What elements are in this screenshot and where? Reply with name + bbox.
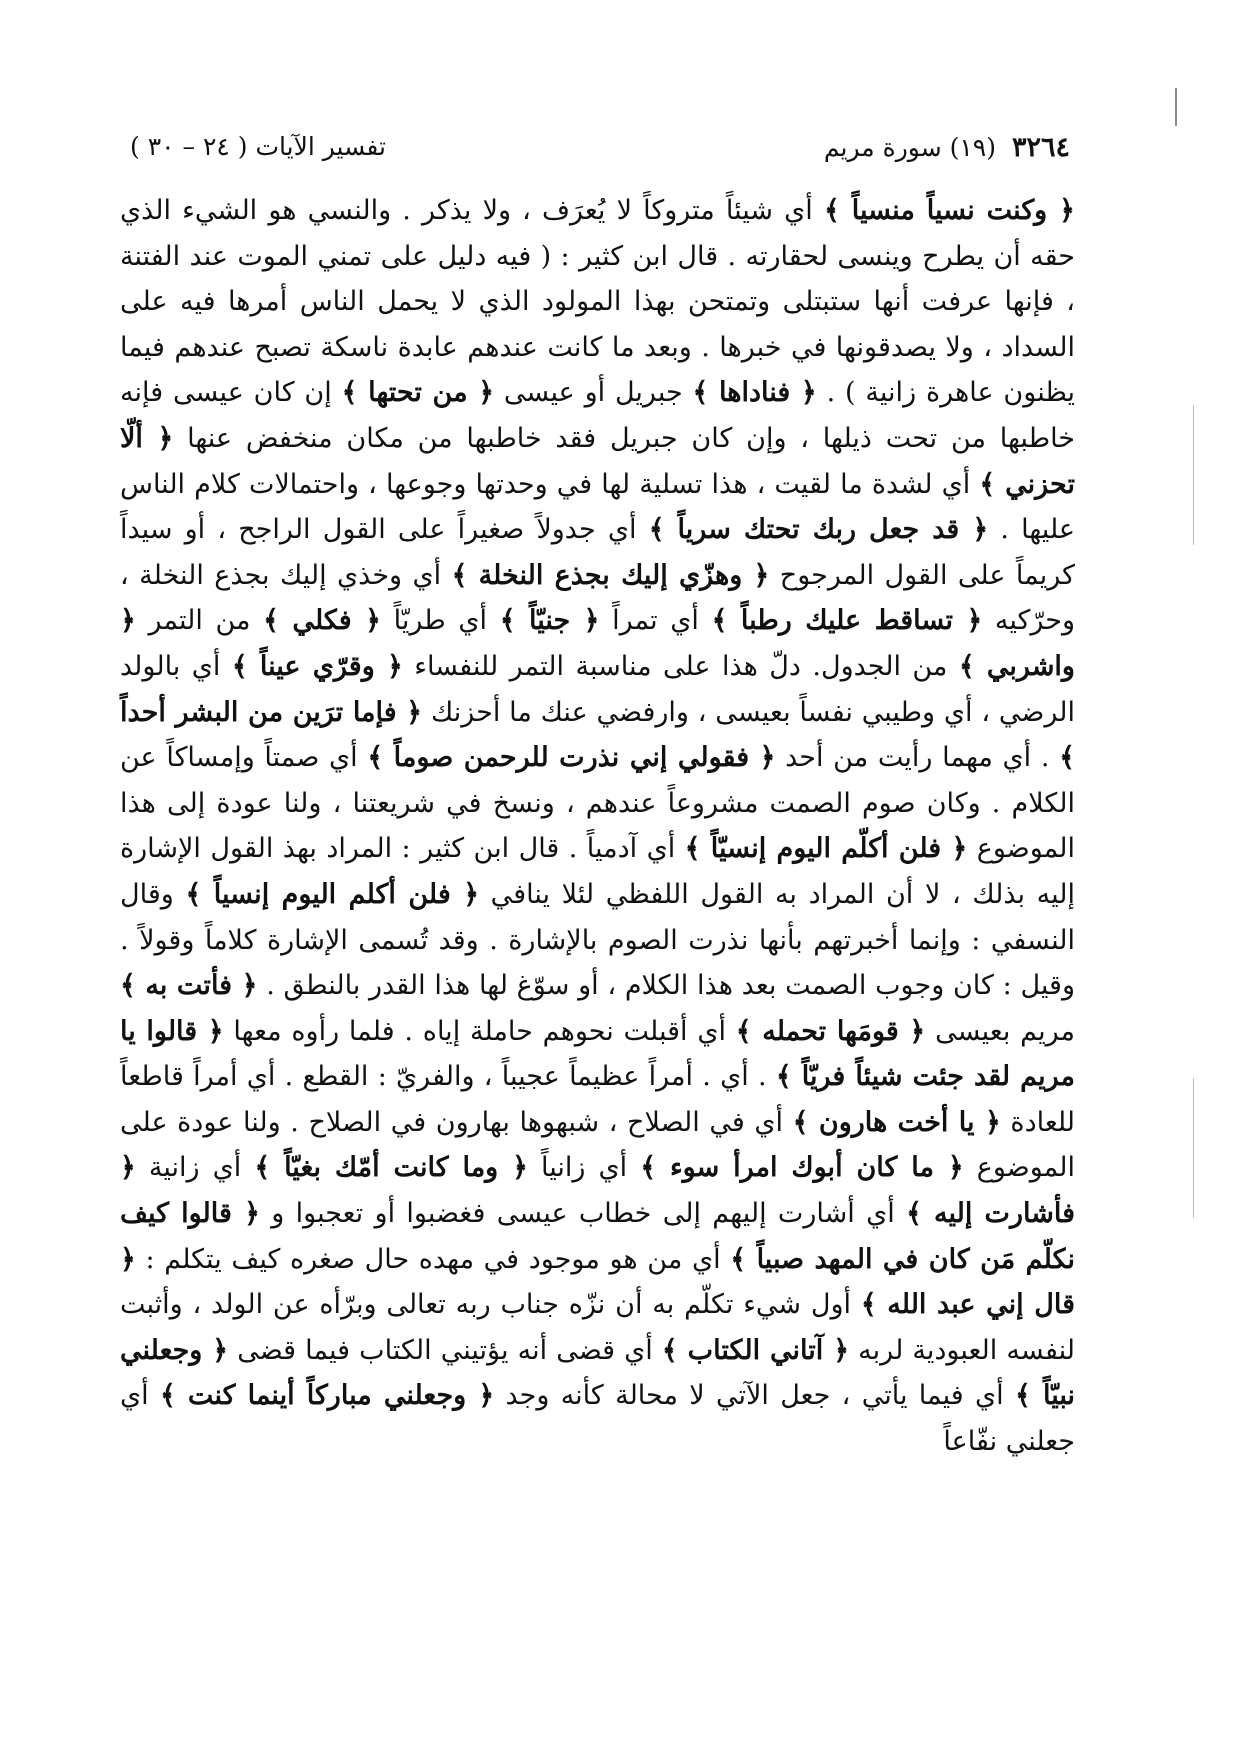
commentary-text: جبريل أو عيسى bbox=[494, 377, 693, 409]
running-header bbox=[130, 132, 1070, 172]
quran-verse: ﴿ وما كانت أمّك بغيّاً ﴾ bbox=[254, 1152, 528, 1184]
commentary-text: أي شيئاً متروكاً لا يُعرَف ، ولا يذكر . والنسي هو الشيء الذي حقه أن يطرح وينسى لحقارته . قال ابن كثير : ( فيه دليل على تمني الموت عند الفتنة ، فإنها عرفت أنها ستبتلى وتمتحن بهذا المولود الذي لا يحمل الناس أمرها فيه على السداد ، ولا يصدقونها في خبرها . وبعد ما كانت عندهم عابدة ناسكة تصبح عندهم فيما يظنون عاهرة زانية ) . bbox=[120, 195, 1076, 409]
commentary-text: أي جدولاً صغيراً على القول الراجح ، أو سيداً كريماً على القول المرجوح bbox=[120, 514, 1075, 591]
commentary-text: أي قضى أنه يؤتيني الكتاب فيما قضى bbox=[228, 1334, 662, 1366]
margin-mark bbox=[1193, 405, 1194, 545]
quran-verse: ﴿ وكنت نسياً منسياً ﴾ bbox=[823, 195, 1075, 226]
quran-verse: ﴿ من تحتها ﴾ bbox=[341, 377, 495, 409]
quran-verse: ﴿ قال إني عبد الله ﴾ bbox=[120, 1243, 1076, 1321]
commentary-text: أي وخذي إليك بجذع النخلة ، وحرّكيه bbox=[120, 559, 1076, 637]
quran-verse: ﴿ قالوا يا مريم لقد جئت شيئاً فريّاً ﴾ bbox=[120, 1015, 1076, 1093]
quran-verse: ﴿ واشربي ﴾ bbox=[120, 605, 1075, 682]
commentary-text: أي صمتاً وإمساكاً عن الكلام . وكان صوم الصمت مشروعاً عندهم ، ونسخ في شريعتنا ، ولنا عودة إلى هذا الموضوع bbox=[120, 742, 1075, 865]
quran-verse: ﴿ ما كان أبوك امرأ سوء ﴾ bbox=[640, 1152, 964, 1184]
quran-verse: ﴿ وقرّي عيناً ﴾ bbox=[231, 650, 403, 682]
commentary-text: مريم بعيسى bbox=[925, 1015, 1076, 1047]
commentary-text: أي في الصلاح ، شبهوها بهارون في الصلاح . ولنا عودة على الموضوع bbox=[120, 1106, 1076, 1184]
commentary-text: أي زانية bbox=[135, 1152, 255, 1184]
quran-verse: ﴿ فلن أكلم اليوم إنسياً ﴾ bbox=[185, 878, 480, 910]
quran-verse: ﴿ فإما ترَين من البشر أحداً ﴾ bbox=[120, 696, 1075, 774]
quran-verse: ﴿ فأشارت إليه ﴾ bbox=[120, 1152, 1075, 1230]
commentary-text: أي طريّاً bbox=[380, 605, 500, 637]
tafsir-text bbox=[120, 188, 1075, 1465]
margin-mark bbox=[1193, 1078, 1194, 1218]
quran-verse: ﴿ قالوا كيف نكلّم مَن كان في المهد صبياً ﴾ bbox=[120, 1198, 1075, 1275]
commentary-text: وقال النسفي : وإنما أخبرتهم بأنها نذرت الصوم بالإشارة . وقد تُسمى الإشارة كلاماً وقولاً . وقيل : كان وجوب الصمت بعد هذا الكلام ، أو سوّغ لها هذا القدر بالنطق . bbox=[120, 878, 1075, 1002]
quran-verse: ﴿ فقولي إني نذرت للرحمن صوماً ﴾ bbox=[367, 742, 776, 774]
quran-verse: ﴿ آتاني الكتاب ﴾ bbox=[661, 1334, 850, 1366]
commentary-text: أي أقبلت نحوهم حاملة إياه . فلما رأوه معها bbox=[223, 1015, 736, 1047]
page-number: ٣٢٦٤ bbox=[1011, 132, 1070, 163]
quran-verse: ﴿ جنيّاً ﴾ bbox=[499, 605, 600, 637]
quran-verse: ﴿ يا أخت هارون ﴾ bbox=[792, 1106, 1001, 1138]
quran-verse: ﴿ فلن أكلّم اليوم إنسيّاً ﴾ bbox=[684, 833, 968, 865]
commentary-text: أي آدمياً . قال ابن كثير : المراد بهذ القول الإشارة إليه بذلك ، لا أن المراد به القول اللفظي لئلا ينافي bbox=[120, 833, 1075, 910]
commentary-text: أي زانياً bbox=[527, 1152, 641, 1184]
quran-verse: ﴿ فكلي ﴾ bbox=[263, 605, 381, 637]
commentary-text: أي جعلني نفّاعاً bbox=[120, 1380, 1075, 1458]
quran-verse: ﴿ فناداها ﴾ bbox=[692, 377, 817, 409]
quran-verse: ﴿ قومَها تحمله ﴾ bbox=[735, 1015, 926, 1047]
commentary-text: أي تمراً bbox=[599, 605, 712, 637]
commentary-text: أي فيما يأتي ، جعل الآتي لا محالة كأنه وجد bbox=[494, 1380, 1015, 1412]
quran-verse: ﴿ ألّا تحزني ﴾ bbox=[120, 422, 1075, 500]
section-title: تفسير الآيات ( ٢٤ – ٣٠ ) bbox=[130, 132, 386, 161]
commentary-text: . أي . أمراً عظيماً عجيباً ، والفريّ : القطع . أي أمراً قاطعاً للعادة bbox=[120, 1061, 1076, 1138]
quran-verse: ﴿ وجعلني نبيّاً ﴾ bbox=[120, 1334, 1075, 1412]
margin-mark bbox=[1175, 88, 1177, 126]
commentary-text: أي أشارت إليهم إلى خطاب عيسى فغضبوا أو تعجبوا و bbox=[259, 1198, 907, 1230]
quran-verse: ﴿ تساقط عليك رطباً ﴾ bbox=[711, 605, 983, 637]
surah-name: (١٩) سورة مريم bbox=[823, 133, 996, 162]
quran-verse: ﴿ وهزّي إليك بجذع النخلة ﴾ bbox=[451, 559, 770, 591]
quran-verse: ﴿ وجعلني مباركاً أينما كنت ﴾ bbox=[159, 1380, 495, 1412]
quran-verse: ﴿ فأتت به ﴾ bbox=[120, 970, 258, 1002]
commentary-text: من التمر bbox=[135, 605, 264, 637]
commentary-text: أي بالولد الرضي ، أي وطيبي نفساً بعيسى ، وارفضي عنك ما أحزنك bbox=[120, 650, 1075, 728]
commentary-text: من الجدول. دلّ هذا على مناسبة التمر للنفساء bbox=[402, 650, 959, 682]
commentary-text: . أي مهما رأيت من أحد bbox=[775, 742, 1060, 774]
commentary-text: أي من هو موجود في مهده حال صغره كيف يتكلم : bbox=[135, 1243, 731, 1275]
header-right bbox=[824, 132, 1070, 163]
tafsir-paragraph bbox=[120, 188, 1075, 1465]
commentary-text: أول شيء تكلّم به أن نزّه جناب ربه تعالى وبرّأه عن الولد ، وأثبت لنفسه العبودية لربه bbox=[120, 1289, 1075, 1366]
quran-verse: ﴿ قد جعل ربك تحتك سرياً ﴾ bbox=[648, 514, 989, 546]
commentary-text: إن كان عيسى فإنه خاطبها من تحت ذيلها ، وإن كان جبريل فقد خاطبها من مكان منخفض عنها bbox=[120, 377, 1075, 454]
commentary-text: أي لشدة ما لقيت ، هذا تسلية لها في وحدتها وجوعها ، واحتمالات كلام الناس عليها . bbox=[120, 468, 1075, 546]
